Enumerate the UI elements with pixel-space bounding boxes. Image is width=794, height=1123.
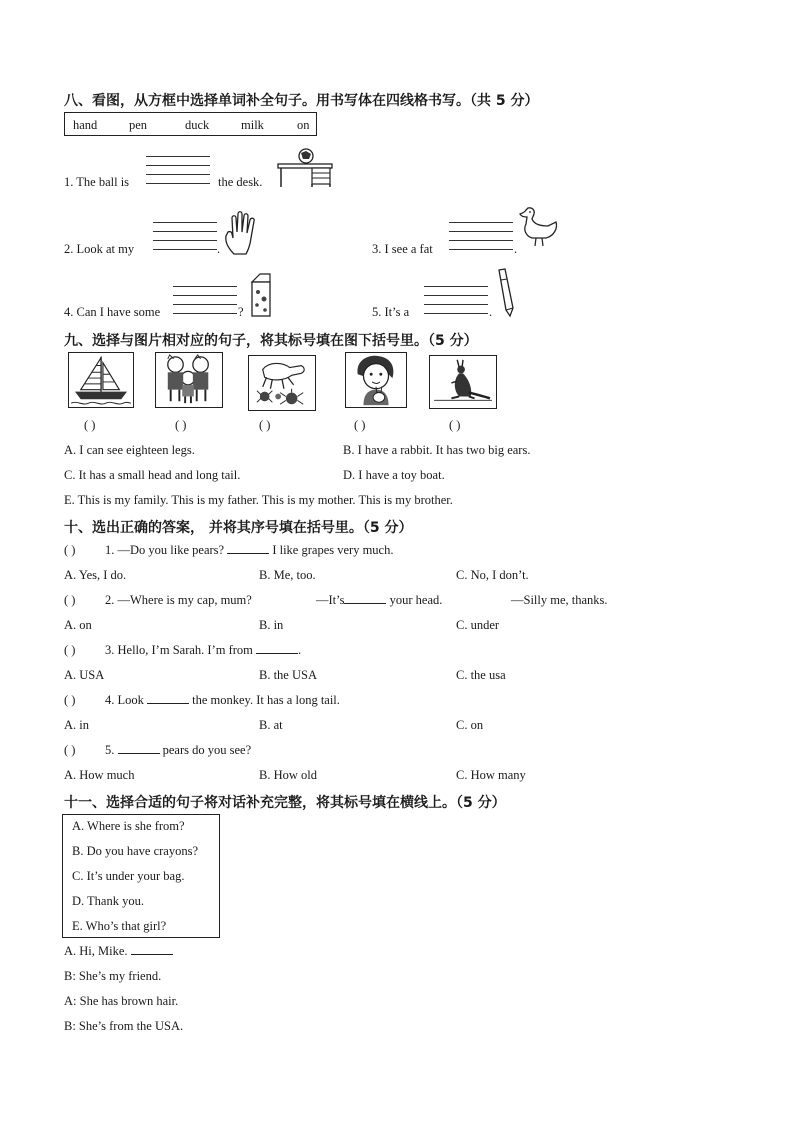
option-b: B. I have a rabbit. It has two big ears.: [343, 443, 531, 457]
answer-paren[interactable]: ( ): [259, 418, 271, 432]
answer-paren[interactable]: ( ): [64, 743, 76, 757]
q8-3-text: 3. I see a fat: [372, 242, 433, 256]
girl-rabbit-picture: [345, 352, 407, 408]
dialog-line-2: B: She’s my friend.: [64, 969, 162, 983]
answer-paren[interactable]: ( ): [64, 643, 76, 657]
desk-with-ball-picture: [276, 147, 334, 189]
sentence-option: C. It’s under your bag.: [72, 869, 185, 883]
family-picture: [155, 352, 223, 408]
hand-picture: [222, 210, 270, 256]
kangaroo-picture: [429, 355, 497, 409]
q8-5-text-end: .: [489, 305, 493, 319]
word-option: duck: [185, 118, 210, 132]
sentence-option: D. Thank you.: [72, 894, 144, 908]
q10-1-text: 1. —Do you like pears? I like grapes very much.: [105, 543, 394, 557]
q8-4-text: 4. Can I have some: [64, 305, 161, 319]
q10-1-option-b: B. Me, too.: [259, 568, 316, 582]
q10-3-option-b: B. the USA: [259, 668, 317, 682]
q8-2-text-end: .: [217, 242, 221, 256]
answer-paren[interactable]: ( ): [175, 418, 187, 432]
answer-paren[interactable]: ( ): [84, 418, 96, 432]
option-d: D. I have a toy boat.: [343, 468, 445, 482]
q10-2-text-mid: —It’s your head.: [316, 593, 443, 607]
q10-5-option-c: C. How many: [456, 768, 526, 782]
word-option: on: [297, 118, 310, 132]
q10-3-option-a: A. USA: [64, 668, 105, 682]
q8-1-text-end: the desk.: [218, 175, 263, 189]
toy-boat-picture: [68, 352, 134, 408]
answer-paren[interactable]: ( ): [64, 593, 76, 607]
q8-1-text: 1. The ball is: [64, 175, 130, 189]
answer-paren[interactable]: ( ): [354, 418, 366, 432]
animals-legs-picture: [248, 355, 316, 411]
q10-2-option-a: A. on: [64, 618, 92, 632]
q10-5-option-b: B. How old: [259, 768, 317, 782]
four-line-grid[interactable]: [449, 222, 513, 252]
milk-carton-picture: [244, 272, 278, 320]
option-c: C. It has a small head and long tail.: [64, 468, 241, 482]
sentence-option: A. Where is she from?: [72, 819, 185, 833]
q10-5-text: 5. pears do you see?: [105, 743, 252, 757]
dialog-line-1: A. Hi, Mike.: [64, 944, 173, 959]
section-10-heading: 十、选出正确的答案， 并将其序号填在括号里。（5 分）: [64, 520, 413, 536]
q10-1-option-a: A. Yes, I do.: [64, 568, 127, 582]
q8-5-text: 5. It’s a: [372, 305, 410, 319]
sentence-options-box: [62, 814, 220, 938]
four-line-grid[interactable]: [153, 222, 217, 252]
q10-2-text: 2. —Where is my cap, mum?: [105, 593, 252, 607]
q10-4-option-c: C. on: [456, 718, 484, 732]
option-e: E. This is my family. This is my father. This is my mother. This is my brother.: [64, 493, 453, 507]
answer-paren[interactable]: ( ): [64, 543, 76, 557]
dialog-line-3: A: She has brown hair.: [64, 994, 179, 1008]
q10-3-option-c: C. the usa: [456, 668, 506, 682]
q8-4-text-end: ?: [238, 305, 244, 319]
section-8-heading: 八、看图，从方框中选择单词补全句子。用书写体在四线格书写。（共 5 分）: [64, 93, 539, 109]
four-line-grid[interactable]: [146, 156, 210, 186]
four-line-grid[interactable]: [424, 286, 488, 316]
q10-1-option-c: C. No, I don’t.: [456, 568, 529, 582]
q10-2-option-b: B. in: [259, 618, 284, 632]
dialog-line-4: B: She’s from the USA.: [64, 1019, 184, 1033]
four-line-grid[interactable]: [173, 286, 237, 316]
q10-4-text: 4. Look the monkey. It has a long tail.: [105, 693, 340, 707]
q8-2-text: 2. Look at my: [64, 242, 135, 256]
word-option: hand: [73, 118, 98, 132]
q10-4-option-a: A. in: [64, 718, 89, 732]
duck-picture: [518, 206, 560, 248]
q10-5-option-a: A. How much: [64, 768, 135, 782]
q10-2-option-c: C. under: [456, 618, 500, 632]
pen-picture: [495, 268, 521, 318]
sentence-option: E. Who’s that girl?: [72, 919, 167, 933]
section-9-heading: 九、选择与图片相对应的句子，将其标号填在图下括号里。（5 分）: [64, 333, 478, 349]
word-option: pen: [129, 118, 148, 132]
q10-2-text-end: —Silly me, thanks.: [511, 593, 608, 607]
q10-4-option-b: B. at: [259, 718, 283, 732]
answer-paren[interactable]: ( ): [64, 693, 76, 707]
answer-paren[interactable]: ( ): [449, 418, 461, 432]
sentence-option: B. Do you have crayons?: [72, 844, 199, 858]
section-11-heading: 十一、选择合适的句子将对话补充完整，将其标号填在横线上。（5 分）: [64, 795, 506, 811]
q8-3-text-end: .: [514, 242, 518, 256]
option-a: A. I can see eighteen legs.: [64, 443, 195, 457]
word-box: [64, 112, 317, 136]
word-option: milk: [241, 118, 264, 132]
q10-3-text: 3. Hello, I’m Sarah. I’m from .: [105, 643, 302, 657]
